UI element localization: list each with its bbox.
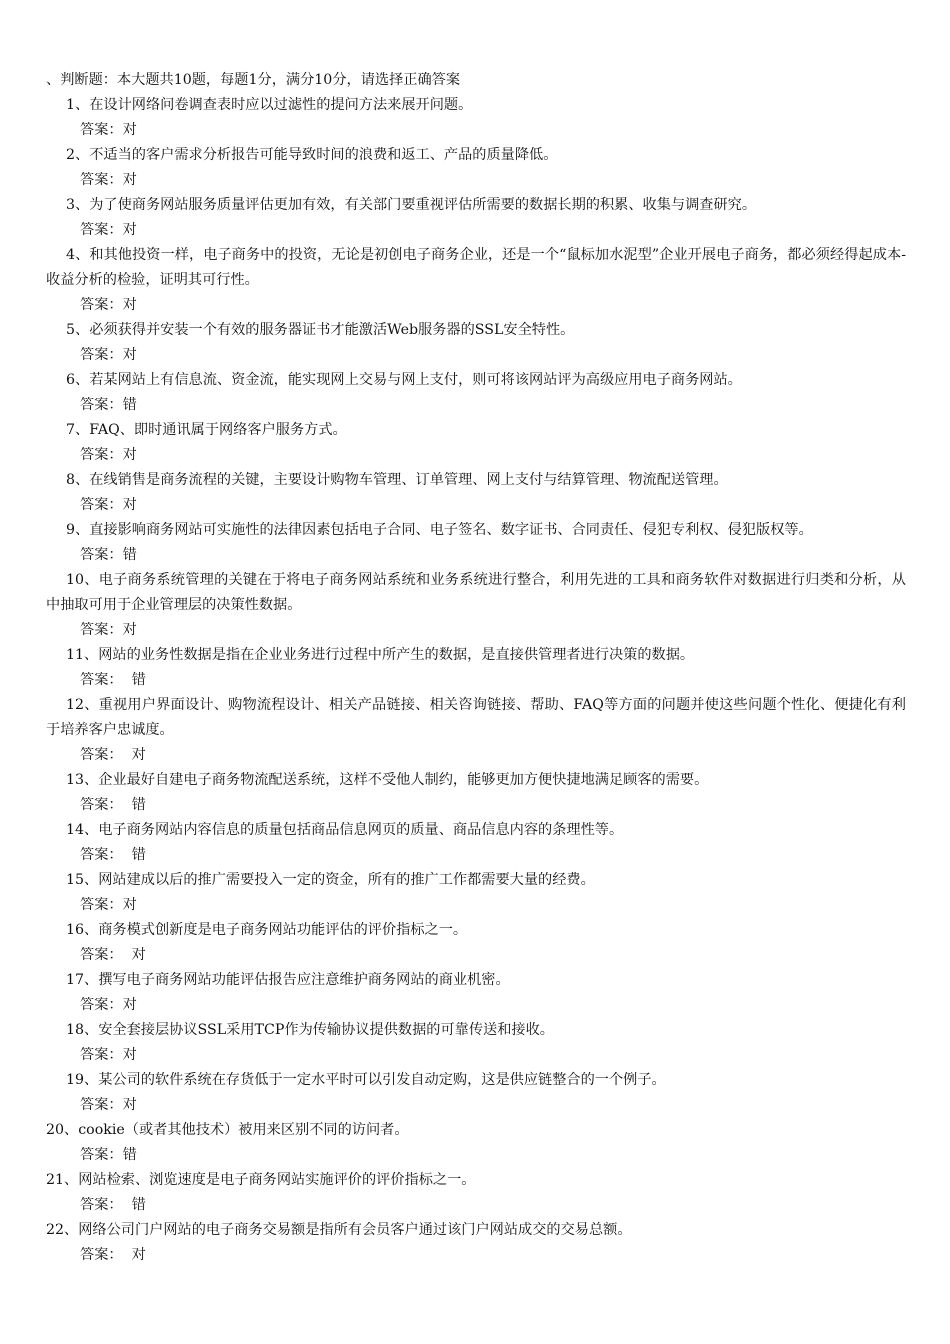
question-list (46, 93, 906, 1268)
question-text: 9、直接影响商务网站可实施性的法律因素包括电子合同、电子签名、数字证书、合同责任、侵犯专利权、侵犯版权等。 (66, 522, 813, 538)
answer-text: 答案： 错 (80, 1197, 146, 1213)
question-text: 1、在设计网络问卷调查表时应以过滤性的提问方法来展开问题。 (66, 97, 473, 113)
answer-text: 答案：对 (80, 1047, 137, 1063)
answer-text: 答案： 对 (80, 947, 146, 963)
question-text: 2、不适当的客户需求分析报告可能导致时间的浪费和返工、产品的质量降低。 (66, 147, 558, 163)
answer-text: 答案： 错 (80, 797, 146, 813)
question-text: 16、商务模式创新度是电子商务网站功能评估的评价指标之一。 (66, 922, 468, 938)
answer-text: 答案： 错 (80, 672, 146, 688)
answer-text: 答案：对 (80, 347, 137, 363)
question-text: 20、cookie（或者其他技术）被用来区别不同的访问者。 (46, 1122, 409, 1138)
answer-text: 答案： 错 (80, 847, 146, 863)
answer-text: 答案：对 (80, 1097, 137, 1113)
answer-text: 答案：错 (80, 547, 137, 563)
question-text: 14、电子商务网站内容信息的质量包括商品信息网页的质量、商品信息内容的条理性等。 (66, 822, 624, 838)
question-text: 19、某公司的软件系统在存货低于一定水平时可以引发自动定购，这是供应链整合的一个例子。 (66, 1072, 666, 1088)
question-text: 22、网络公司门户网站的电子商务交易额是指所有会员客户通过该门户网站成交的交易总额。 (46, 1222, 632, 1238)
answer-text: 答案：对 (80, 897, 137, 913)
question-text: 3、为了使商务网站服务质量评估更加有效，有关部门要重视评估所需要的数据长期的积累、收集与调查研究。 (66, 197, 757, 213)
question-text: 8、在线销售是商务流程的关键，主要设计购物车管理、订单管理、网上支付与结算管理、物流配送管理。 (66, 472, 728, 488)
question-text: 12、重视用户界面设计、购物流程设计、相关产品链接、相关咨询链接、帮助、FAQ等方面的问题并使这些问题个性化、便捷化有利于培养客户忠诚度。 (46, 697, 906, 738)
question-text: 17、撰写电子商务网站功能评估报告应注意维护商务网站的商业机密。 (66, 972, 510, 988)
question-text: 10、电子商务系统管理的关键在于将电子商务网站系统和业务系统进行整合，利用先进的工具和商务软件对数据进行归类和分析，从中抽取可用于企业管理层的决策性数据。 (46, 572, 906, 613)
answer-text: 答案： 对 (80, 747, 146, 763)
answer-text: 答案：对 (80, 997, 137, 1013)
answer-text: 答案：对 (80, 447, 137, 463)
question-text: 18、安全套接层协议SSL采用TCP作为传输协议提供数据的可靠传送和接收。 (66, 1022, 554, 1038)
question-text: 11、网站的业务性数据是指在企业业务进行过程中所产生的数据，是直接供管理者进行决策的数据。 (66, 647, 695, 663)
document-page (46, 68, 906, 1268)
answer-text: 答案：对 (80, 622, 137, 638)
question-text: 21、网站检索、浏览速度是电子商务网站实施评价的评价指标之一。 (46, 1172, 476, 1188)
answer-text: 答案：错 (80, 397, 137, 413)
section-heading: 、判断题：本大题共10题，每题1分，满分10分，请选择正确答案 (46, 72, 461, 88)
answer-text: 答案：对 (80, 497, 137, 513)
question-text: 4、和其他投资一样，电子商务中的投资，无论是初创电子商务企业，还是一个“鼠标加水泥型”企业开展电子商务，都必须经得起成本-收益分析的检验，证明其可行性。 (46, 247, 906, 288)
question-text: 15、网站建成以后的推广需要投入一定的资金，所有的推广工作都需要大量的经费。 (66, 872, 595, 888)
question-text: 5、必须获得并安装一个有效的服务器证书才能激活Web服务器的SSL安全特性。 (66, 322, 575, 338)
answer-text: 答案：对 (80, 122, 137, 138)
question-text: 13、企业最好自建电子商务物流配送系统，这样不受他人制约，能够更加方便快捷地满足顾客的需要。 (66, 772, 709, 788)
answer-text: 答案：对 (80, 297, 137, 313)
answer-text: 答案： 对 (80, 1247, 146, 1263)
question-text: 6、若某网站上有信息流、资金流，能实现网上交易与网上支付，则可将该网站评为高级应用电子商务网站。 (66, 372, 742, 388)
answer-text: 答案：错 (80, 1147, 137, 1163)
question-text: 7、FAQ、即时通讯属于网络客户服务方式。 (66, 422, 347, 438)
answer-text: 答案：对 (80, 222, 137, 238)
answer-text: 答案：对 (80, 172, 137, 188)
